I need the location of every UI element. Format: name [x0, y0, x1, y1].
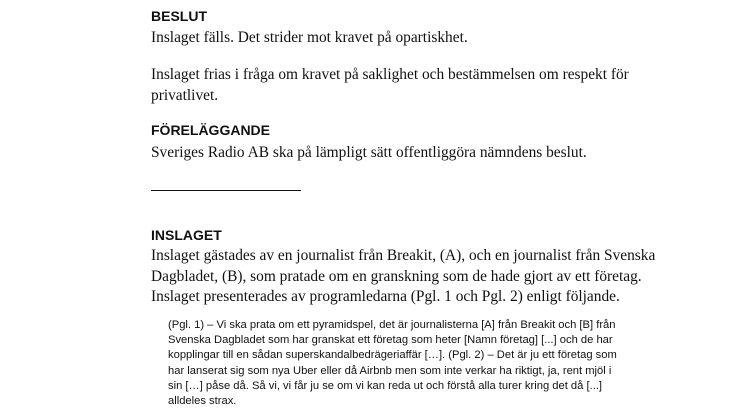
section-divider — [151, 190, 301, 191]
beslut-paragraph-1: Inslaget fälls. Det strider mot kravet på opartiskhet. — [151, 29, 468, 46]
forelaggande-heading: FÖRELÄGGANDE — [151, 122, 270, 138]
inslaget-paragraph: Inslaget gästades av en journalist från Breakit, (A), och en journalist från Svenska Dagbladet, (B), som pratade om en granskning som de hade gjort av ett företag. Inslaget presenterades av programledarna (Pgl. 1 och Pgl. 2) enligt följande. — [151, 247, 656, 305]
beslut-heading: BESLUT — [151, 8, 207, 24]
forelaggande-paragraph: Sveriges Radio AB ska på lämpligt sätt offentliggöra nämndens beslut. — [151, 144, 587, 161]
inslaget-heading: INSLAGET — [151, 227, 222, 243]
beslut-paragraph-2: Inslaget frias i fråga om kravet på saklighet och bestämmelsen om respekt för privatlivet. — [151, 66, 629, 104]
inslaget-quote: (Pgl. 1) – Vi ska prata om ett pyramidspel, det är journalisterna [A] från Breakit och [B] från Svenska Dagbladet som har granskat ett företag som heter [Namn företag] [...] och de har kopplingar till en sådan superskandalbedrägeriaffär […]. (Pgl. 2) – Det är ju ett företag som har lanserat sig som nya Uber eller då Airbnb men som inte verkar ha riktigt, ja, rent mjöl i sin […] påse då. Så vi, vi får ju se om vi kan reda ut och förstå alla turer kring det då [...] alldeles strax. — [168, 319, 617, 408]
